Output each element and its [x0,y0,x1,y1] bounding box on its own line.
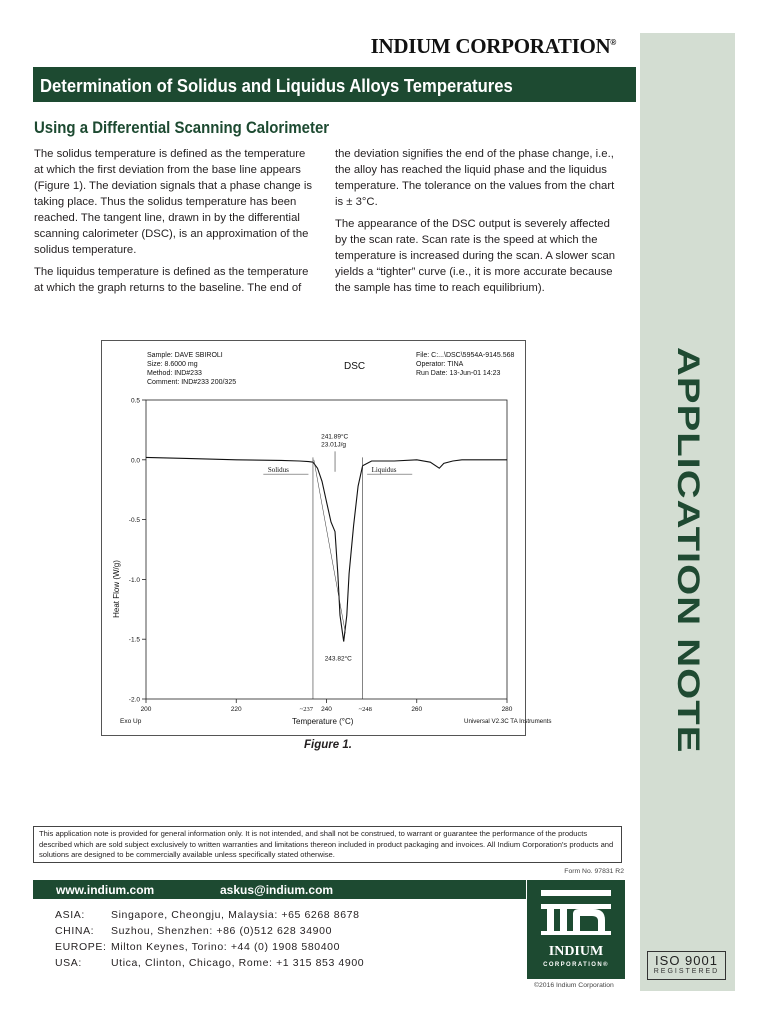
website-link[interactable]: www.indium.com [56,883,155,897]
y-tick-label: 0.0 [130,457,140,465]
x-tick-label: 260 [411,706,423,713]
office-contact: Milton Keynes, Torino: +44 (0) 1908 580400 [111,941,341,953]
office-contact: Utica, Clinton, Chicago, Rome: +1 315 853 4900 [111,957,365,969]
office-region: EUROPE: [55,941,107,953]
page-title: Determination of Solidus and Liquidus Alloys Temperatures [40,75,513,96]
brand-registered-mark: ® [610,38,616,47]
figure-caption: Figure 1. [304,739,352,751]
y-tick-label: -0.5 [128,517,140,525]
body-column-1 [34,146,315,302]
office-region: USA: [55,957,82,969]
office-contact: Suzhou, Shenzhen: +86 (0)512 628 34900 [111,925,333,937]
enthalpy-label: 23.01J/g [321,441,347,449]
y-axis-label: Heat Flow (W/g) [112,560,121,618]
paragraph: The liquidus temperature is defined as the temperature at which the graph returns to the baseline. The end of [34,266,309,294]
iso-label: ISO 9001 [655,953,718,968]
email-link[interactable]: askus@indium.com [220,883,334,897]
iso-badge [647,951,726,980]
iso-registered: REGISTERED [653,968,720,975]
y-tick-label: -1.5 [128,636,140,644]
exo-up-label: Exo Up [120,718,142,725]
paragraph: The solidus temperature is defined as the temperature at which the first deviation from the base line appears (Figure 1). The deviation signals that a phase change is taking place. Thus the solidus temperature has been reached. The tangent line, drawn in by the differential scanning calorimeter (DSC), is an approximation of the solidus temperature. [34,148,312,256]
dsc-chart [102,341,552,735]
header-size: Size: 8.6000 mg [147,361,198,368]
application-note-label [640,346,735,754]
copyright: ©2016 Indium Corporation [534,982,614,989]
x-tick-label: 280 [501,706,513,713]
office-contact: Singapore, Cheongju, Malaysia: +65 6268 8678 [111,909,360,921]
tangent-line [314,460,346,633]
y-tick-label: -1.0 [128,576,140,584]
header-operator: Operator: TINA [416,361,464,368]
x-axis-label: Temperature (°C) [292,717,354,726]
header-sample: Sample: DAVE SBIROLI [147,352,223,359]
header-method: Method: IND#233 [147,370,202,377]
disclaimer-box: This application note is provided for general information only. It is not intended, and shall not be construed, to warrant or guarantee the performance of the products described which are sold subject exclusively to written warranties and limitations thereon included in product packaging and invoices. All Indium Corporation's products and solutions are designed to be commercially available unless specifically stated otherwise. [33,826,622,863]
logo-subtitle: CORPORATION® [543,962,609,968]
instrument-label: Universal V2.3C TA Instruments [464,718,552,725]
office-region: ASIA: [55,909,85,921]
y-tick-label: 0.5 [130,397,140,405]
brand-name: INDIUM CORPORATION [370,34,611,58]
header-run-date: Run Date: 13-Jun-01 14:23 [416,370,501,377]
dsc-figure [101,340,552,736]
header-file: File: C:...\DSC\5954A-9145.568 [416,352,515,359]
peak-temp-label: 243.82°C [324,655,352,663]
x-tick-label: 240 [321,706,332,713]
x-tick-label: 220 [230,706,242,713]
side-label-text: APPLICATION NOTE [670,346,706,754]
liquidus-temp-label: ~248 [358,706,372,713]
paragraph: The appearance of the DSC output is severely affected by the scan rate. Scan rate is the speed at which the temperature is increased during the scan. A slower scan yields a “tighter” curve (i.e., it is more accurate because the sample has time to reach equilibrium). [335,218,616,294]
header-comment: Comment: IND#233 200/325 [147,379,237,386]
solidus-temp-label: ~237 [299,706,313,713]
paragraph: the deviation signifies the end of the phase change, i.e., the alloy has reached the liquid phase and the liquidus temperature. The tolerance on the values from the chart is ± 3°C. [335,148,615,208]
onset-temp-label: 241.89°C [321,433,349,441]
plot-area [129,398,513,714]
logo-name: INDIUM [548,944,604,959]
liquidus-label: Liquidus [371,465,397,474]
solidus-label: Solidus [267,465,289,474]
form-number: Form No. 97831 R2 [564,868,624,875]
office-region: CHINA: [55,925,95,937]
page-subtitle: Using a Differential Scanning Calorimeter [34,118,330,137]
dsc-curve [146,457,507,641]
y-tick-label: -2.0 [128,696,140,704]
office-list [33,899,526,979]
brand-wordmark [371,34,616,59]
x-tick-label: 200 [140,706,152,713]
chart-title: DSC [344,361,366,372]
body-column-2 [335,146,617,302]
